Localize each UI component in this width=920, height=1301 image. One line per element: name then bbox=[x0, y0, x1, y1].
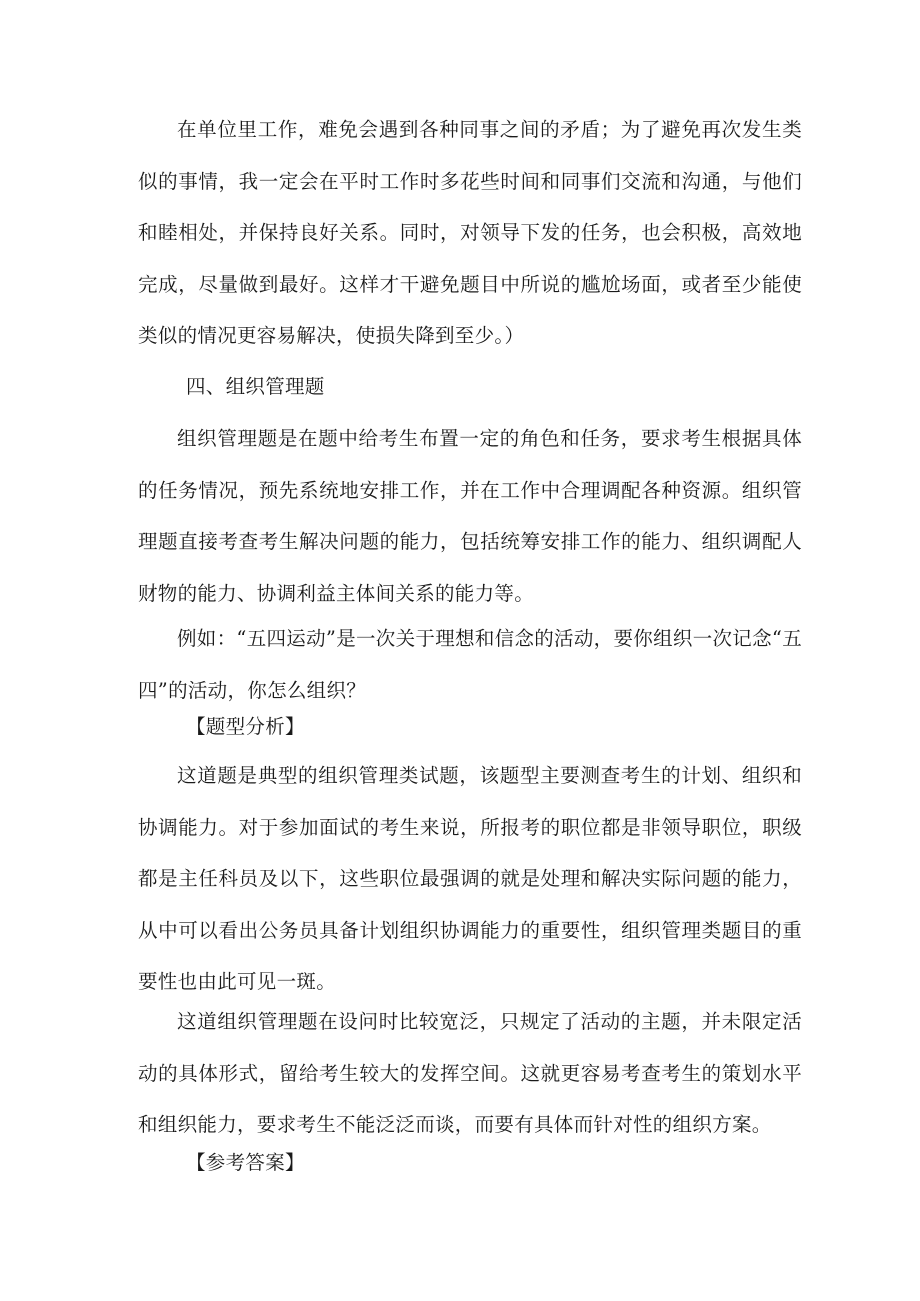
answer-heading: 【参考答案】 bbox=[186, 1151, 305, 1174]
paragraph-analysis-1: 这道题是典型的组织管理类试题，该题型主要测查考生的计划、组织和协调能力。对于参加面试的考生来说，所报考的职位都是非领导职位，职级都是主任科员及以下，这些职位最强调的就是处理和解决实际问题的能力，从中可以看出公务员具备计划组织协调能力的重要性，组织管理类题目的重要性也由此可见一斑。 bbox=[138, 764, 802, 993]
paragraph-conflict-handling: 在单位里工作，难免会遇到各种同事之间的矛盾；为了避免再次发生类似的事情，我一定会在平时工作时多花些时间和同事们交流和沟通，与他们和睦相处，并保持良好关系。同时，对领导下发的任务，也会积极，高效地完成，尽量做到最好。这样才干避免题目中所说的尴尬场面，或者至少能使类似的情况更容易解决，使损失降到至少。） bbox=[138, 118, 802, 347]
paragraph-definition: 组织管理题是在题中给考生布置一定的角色和任务，要求考生根据具体的任务情况，预先系统地安排工作，并在工作中合理调配各种资源。组织管理题直接考查考生解决问题的能力，包括统筹安排工作的能力、组织调配人财物的能力、协调利益主体间关系的能力等。 bbox=[138, 427, 802, 605]
section-heading: 四、组织管理题 bbox=[186, 375, 325, 398]
paragraph-example-question: 例如：“五四运动”是一次关于理想和信念的活动，要你组织一次记念“五四”的活动，你怎么组织？ bbox=[138, 627, 802, 702]
analysis-heading: 【题型分析】 bbox=[186, 715, 305, 738]
paragraph-analysis-2: 这道组织管理题在设问时比较宽泛，只规定了活动的主题，并未限定活动的具体形式，留给考生较大的发挥空间。这就更容易考查考生的策划水平和组织能力，要求考生不能泛泛而谈，而要有具体而针对性的组织方案。 bbox=[138, 1010, 802, 1136]
